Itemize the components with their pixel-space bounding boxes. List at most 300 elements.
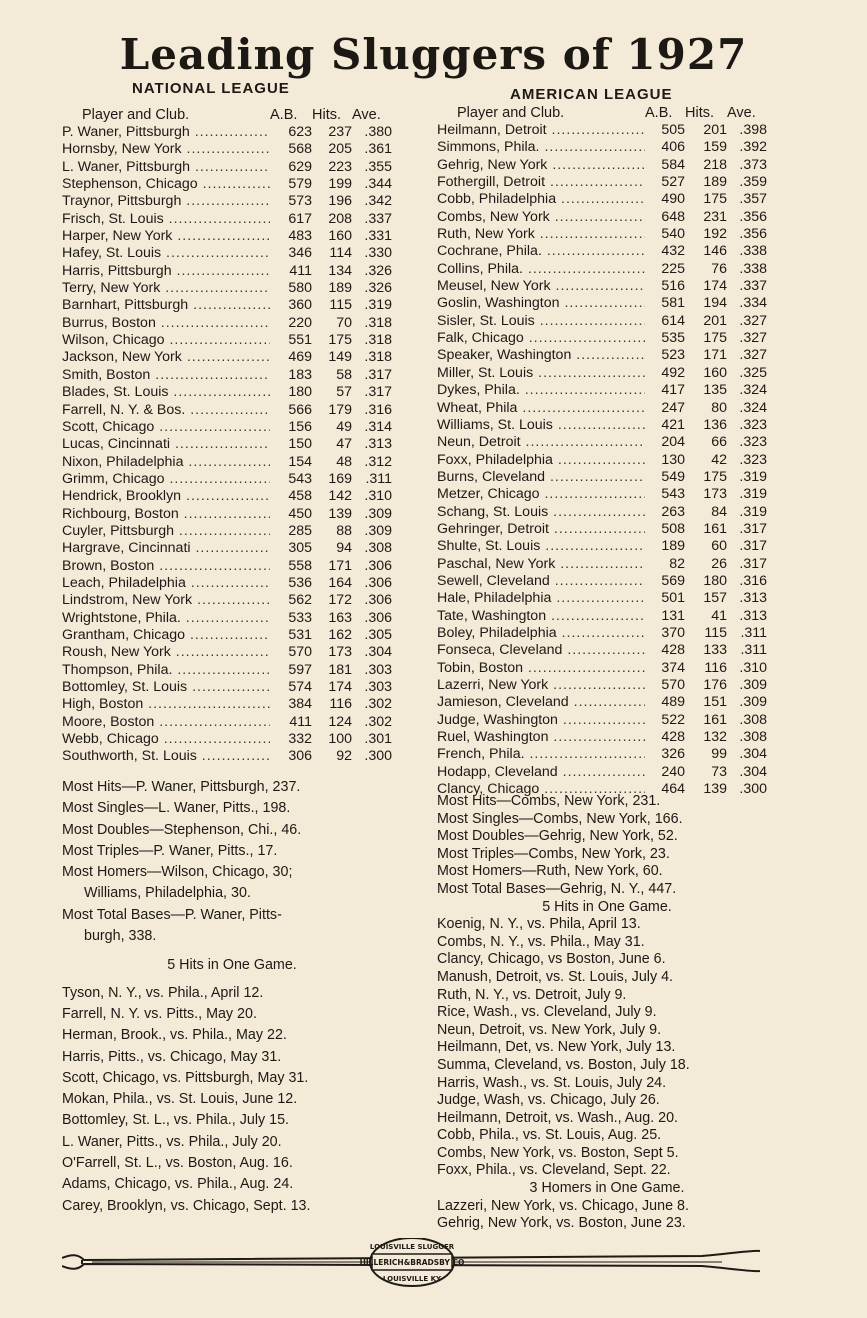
player-name: Schang, St. Louis ..... [437,504,645,521]
american-five-hits-list [437,916,777,1180]
table-row [62,644,392,661]
at-bats: 306 [288,748,312,765]
hits: 149 [328,349,352,366]
at-bats: 225 [661,260,685,277]
average: .304 [739,763,767,780]
player-name: Cobb, Philadelphia ..... [437,191,645,208]
player-name: Brown, Boston ..... [62,558,270,575]
at-bats: 458 [288,488,312,505]
at-bats: 421 [661,416,685,433]
average: .316 [364,401,392,418]
list-item: Judge, Wash, vs. Chicago, July 26. [437,1092,660,1109]
average: .327 [739,312,767,329]
hits: 194 [703,295,727,312]
at-bats: 332 [288,731,312,748]
at-bats: 551 [288,332,312,349]
table-row [437,504,767,521]
table-row [437,746,767,763]
hits: 161 [703,520,727,537]
hits: 139 [703,781,727,798]
hits: 124 [328,713,352,730]
at-bats: 130 [661,451,685,468]
player-name: Grimm, Chicago ..... [62,471,270,488]
player-name: French, Phila. ..... [437,746,645,763]
at-bats: 204 [661,434,685,451]
at-bats: 579 [288,176,312,193]
national-most-homers-cont: Williams, Philadelphia, 30. [84,885,251,902]
player-name: Goslin, Washington ..... [437,295,645,312]
player-name: Fothergill, Detroit ..... [437,174,645,191]
player-name: Boley, Philadelphia ..... [437,625,645,642]
player-name: Jamieson, Cleveland ..... [437,694,645,711]
table-row [437,278,767,295]
hits: 162 [328,626,352,643]
table-row [437,573,767,590]
player-name: Falk, Chicago ..... [437,330,645,347]
player-name: Judge, Washington ..... [437,712,645,729]
at-bats: 501 [661,590,685,607]
hits: 223 [328,158,352,175]
hits: 116 [704,659,727,676]
at-bats: 566 [288,401,312,418]
average: .304 [739,746,767,763]
hits: 66 [711,434,727,451]
at-bats: 516 [661,278,685,295]
at-bats: 450 [288,505,312,522]
average: .337 [364,210,392,227]
hits: 73 [711,763,727,780]
at-bats: 285 [288,522,312,539]
average: .309 [364,505,392,522]
hits: 172 [328,592,352,609]
at-bats: 573 [288,193,312,210]
table-row [62,124,392,141]
at-bats: 629 [288,158,312,175]
average: .313 [739,607,767,624]
table-row [437,139,767,156]
list-item: Bottomley, St. L., vs. Phila., July 15. [62,1112,289,1129]
at-bats: 562 [288,592,312,609]
average: .319 [739,503,767,520]
leader-line: Most Singles—L. Waner, Pitts., 198. [62,800,291,817]
table-row [437,469,767,486]
table-row [62,471,392,488]
logo-bottom-text: LOUISVILLE KY [382,1275,442,1283]
player-name: Roush, New York ..... [62,644,270,661]
hits: 237 [328,124,352,140]
american-league-heading: AMERICAN LEAGUE [510,86,673,103]
leader-line: Most Doubles—Stephenson, Chi., 46. [62,821,302,838]
average: .308 [739,711,767,728]
leader-line: Most Hits—P. Waner, Pittsburgh, 237. [62,779,301,795]
at-bats: 428 [661,729,685,746]
at-bats: 580 [288,280,312,297]
header-ab: A.B. [645,105,673,121]
average: .303 [364,679,392,695]
list-item: Adams, Chicago, vs. Phila., Aug. 24. [62,1176,294,1193]
at-bats: 570 [288,644,312,661]
player-name: Frisch, St. Louis ..... [62,211,270,228]
average: .317 [739,538,767,555]
average: .313 [739,590,767,607]
at-bats: 523 [661,347,685,364]
table-row [62,610,392,627]
at-bats: 428 [661,642,685,659]
header-ave: Ave. [352,107,381,123]
table-row [62,679,392,696]
list-item: Tyson, N. Y., vs. Phila., April 12. [62,984,264,1001]
at-bats: 183 [288,366,312,383]
hits: 99 [711,746,727,763]
american-most-list [437,793,777,899]
list-item: Ruth, N. Y., vs. Detroit, July 9. [437,986,627,1003]
player-name: Lucas, Cincinnati ..... [62,436,270,453]
table-row [62,523,392,540]
table-row [437,712,767,729]
table-row [62,263,392,280]
at-bats: 540 [661,226,685,243]
table-row [437,347,767,364]
average: .302 [364,696,392,713]
table-row [62,592,392,609]
table-row [437,590,767,607]
average: .338 [739,243,767,260]
average: .306 [364,592,392,609]
average: .355 [364,158,392,175]
table-row [62,228,392,245]
average: .338 [739,260,767,277]
at-bats: 535 [661,330,685,347]
hits: 80 [711,399,727,416]
table-row [437,660,767,677]
average: .310 [739,659,767,676]
average: .325 [739,364,767,381]
hits: 134 [328,262,352,279]
american-league-table [437,104,767,798]
player-name: Speaker, Washington ..... [437,347,645,364]
footer-bat-logo [62,1238,762,1298]
hits: 176 [703,677,727,693]
player-name: Tobin, Boston ..... [437,660,645,677]
table-row [62,315,392,332]
average: .361 [364,141,392,158]
hits: 231 [703,208,727,225]
at-bats: 508 [661,520,685,537]
at-bats: 489 [661,694,685,711]
player-name: Burns, Cleveland ..... [437,469,645,486]
player-name: Fonseca, Cleveland ..... [437,642,645,659]
at-bats: 531 [288,626,312,643]
player-name: Combs, New York ..... [437,209,645,226]
hits: 175 [703,468,727,485]
average: .337 [739,278,767,295]
table-row [437,226,767,243]
at-bats: 150 [288,436,312,453]
list-item: Heilmann, Det, vs. New York, July 13. [437,1039,676,1056]
player-name: P. Waner, Pittsburgh ..... [62,124,270,141]
list-item: Lazzeri, New York, vs. Chicago, June 8. [437,1197,689,1214]
table-row [437,261,767,278]
hits: 159 [703,139,727,156]
hits: 60 [711,538,727,555]
hits: 88 [336,522,352,539]
national-five-hits-list [62,983,402,1217]
average: .317 [739,520,767,537]
hits: 179 [328,401,352,418]
american-table-body [437,122,767,798]
national-league-notes [62,777,402,1217]
average: .317 [739,555,767,572]
at-bats: 623 [288,124,312,140]
at-bats: 417 [661,382,685,399]
hits: 41 [711,607,727,624]
table-row [437,295,767,312]
player-name: Terry, New York ..... [62,280,270,297]
list-item: Cobb, Phila., vs. St. Louis, Aug. 25. [437,1127,662,1144]
table-row [437,417,767,434]
at-bats: 570 [661,677,685,693]
table-row [62,506,392,523]
header-hits: Hits. [685,105,714,121]
list-item: Rice, Wash., vs. Cleveland, July 9. [437,1004,657,1021]
at-bats: 469 [288,349,312,366]
table-row [437,382,767,399]
hits: 201 [703,312,727,329]
hits: 157 [703,590,727,607]
hits: 115 [704,624,727,641]
at-bats: 584 [661,156,685,173]
table-row [437,764,767,781]
table-row [437,729,767,746]
player-name: Cochrane, Phila. ..... [437,243,645,260]
table-row [437,209,767,226]
player-name: Smith, Boston ..... [62,367,270,384]
table-row [62,540,392,557]
average: .308 [739,729,767,746]
hits: 47 [336,436,352,453]
hits: 57 [336,384,352,401]
average: .319 [364,297,392,314]
national-league-heading: NATIONAL LEAGUE [132,80,290,97]
average: .305 [364,626,392,643]
player-name: Lindstrom, New York ..... [62,592,270,609]
average: .304 [364,644,392,661]
player-name: Metzer, Chicago ..... [437,486,645,503]
at-bats: 648 [661,208,685,225]
player-name: Bottomley, St. Louis ..... [62,679,270,696]
player-name: Stephenson, Chicago ..... [62,176,270,193]
average: .318 [364,314,392,331]
player-name: Webb, Chicago ..... [62,731,270,748]
average: .356 [739,208,767,225]
american-three-homers-heading: 3 Homers in One Game. [529,1180,685,1197]
at-bats: 220 [288,314,312,331]
leader-line: Most Homers—Ruth, New York, 60. [437,863,663,880]
at-bats: 189 [661,538,685,555]
leader-line: Most Singles—Combs, New York, 166. [437,810,683,827]
table-row [62,419,392,436]
player-name: Jackson, New York ..... [62,349,270,366]
at-bats: 533 [288,609,312,626]
header-player: Player and Club. [457,105,565,121]
hits: 174 [703,278,727,295]
player-name: Wheat, Phila ..... [437,400,645,417]
average: .314 [364,418,392,435]
hits: 70 [336,314,352,331]
average: .317 [364,366,392,383]
at-bats: 406 [661,139,685,156]
list-item: Scott, Chicago, vs. Pittsburgh, May 31. [62,1069,309,1086]
at-bats: 305 [288,540,312,557]
table-row [437,400,767,417]
average: .310 [364,488,392,505]
at-bats: 247 [661,399,685,416]
table-row [62,402,392,419]
table-row [62,367,392,384]
hits: 133 [703,642,727,659]
table-row [62,714,392,731]
hits: 116 [329,696,352,713]
table-row [62,748,392,765]
table-row [437,556,767,573]
at-bats: 263 [661,503,685,520]
hits: 48 [336,453,352,470]
at-bats: 180 [288,384,312,401]
average: .327 [739,330,767,347]
player-name: Dykes, Phila. ..... [437,382,645,399]
average: .309 [364,522,392,539]
at-bats: 131 [661,607,685,624]
list-item: Harris, Wash., vs. St. Louis, July 24. [437,1074,667,1091]
hits: 164 [328,574,352,591]
at-bats: 543 [288,470,312,487]
player-name: Gehrig, New York ..... [437,157,645,174]
average: .326 [364,280,392,297]
header-player: Player and Club. [82,107,190,123]
player-name: Williams, St. Louis ..... [437,417,645,434]
leader-line: Most Doubles—Gehrig, New York, 52. [437,828,678,845]
at-bats: 527 [661,174,685,191]
hits: 142 [328,488,352,505]
player-name: L. Waner, Pittsburgh ..... [62,159,270,176]
average: .311 [740,624,767,641]
hits: 94 [336,540,352,557]
table-row [437,677,767,694]
average: .373 [739,156,767,173]
bat-illustration [62,1238,762,1298]
hits: 115 [329,297,352,314]
hits: 132 [703,729,727,746]
table-row [62,280,392,297]
table-row [437,521,767,538]
at-bats: 156 [288,418,312,435]
hits: 135 [703,382,727,399]
average: .357 [739,191,767,208]
player-name: Cuyler, Pittsburgh ..... [62,523,270,540]
player-name: Collins, Phila. ..... [437,261,645,278]
hits: 58 [336,366,352,383]
table-row [437,174,767,191]
table-row [437,694,767,711]
at-bats: 492 [661,364,685,381]
average: .392 [739,139,767,156]
hits: 163 [328,609,352,626]
header-ave: Ave. [727,105,756,121]
list-item: Manush, Detroit, vs. St. Louis, July 4. [437,968,673,985]
at-bats: 617 [288,210,312,227]
average: .318 [364,349,392,366]
hits: 146 [703,243,727,260]
hits: 92 [336,748,352,765]
table-row [437,452,767,469]
player-name: Lazerri, New York ..... [437,677,645,694]
hits: 169 [328,470,352,487]
table-row [437,365,767,382]
hits: 136 [703,416,727,433]
player-name: Leach, Philadelphia ..... [62,575,270,592]
player-name: Sewell, Cleveland ..... [437,573,645,590]
at-bats: 558 [288,557,312,574]
player-name: Traynor, Pittsburgh ..... [62,193,270,210]
national-table-body [62,124,392,766]
table-row [437,157,767,174]
average: .398 [739,122,767,138]
list-item: Gehrig, New York, vs. Boston, June 23. [437,1215,686,1232]
player-name: Meusel, New York ..... [437,278,645,295]
average: .302 [364,713,392,730]
player-name: Hale, Philadelphia ..... [437,590,645,607]
table-row [62,627,392,644]
hits: 205 [328,141,352,158]
at-bats: 154 [288,453,312,470]
at-bats: 411 [289,713,312,730]
at-bats: 581 [661,295,685,312]
at-bats: 483 [288,228,312,245]
at-bats: 597 [288,661,312,678]
player-name: Thompson, Phila. ..... [62,662,270,679]
player-name: Ruth, New York ..... [437,226,645,243]
american-three-homers-list [437,1198,777,1233]
at-bats: 543 [661,486,685,503]
table-row [437,538,767,555]
hits: 49 [336,418,352,435]
average: .312 [364,453,392,470]
hits: 139 [328,505,352,522]
player-name: Neun, Detroit ..... [437,434,645,451]
average: .301 [364,731,392,748]
average: .300 [739,781,767,798]
average: .344 [364,176,392,193]
average: .334 [739,295,767,312]
list-item: Herman, Brook., vs. Phila., May 22. [62,1027,287,1044]
hits: 26 [711,555,727,572]
player-name: Farrell, N. Y. & Bos. ..... [62,402,270,419]
table-row [62,575,392,592]
logo-middle-text: HILLERICH&BRADSBY CO [359,1258,465,1267]
average: .324 [739,382,767,399]
player-name: Barnhart, Pittsburgh ..... [62,297,270,314]
at-bats: 549 [661,468,685,485]
player-name: Ruel, Washington ..... [437,729,645,746]
table-row [62,141,392,158]
average: .327 [739,347,767,364]
average: .342 [364,193,392,210]
player-name: High, Boston ..... [62,696,270,713]
hits: 114 [329,245,352,262]
table-row [62,731,392,748]
table-row [437,625,767,642]
table-row [437,122,767,139]
